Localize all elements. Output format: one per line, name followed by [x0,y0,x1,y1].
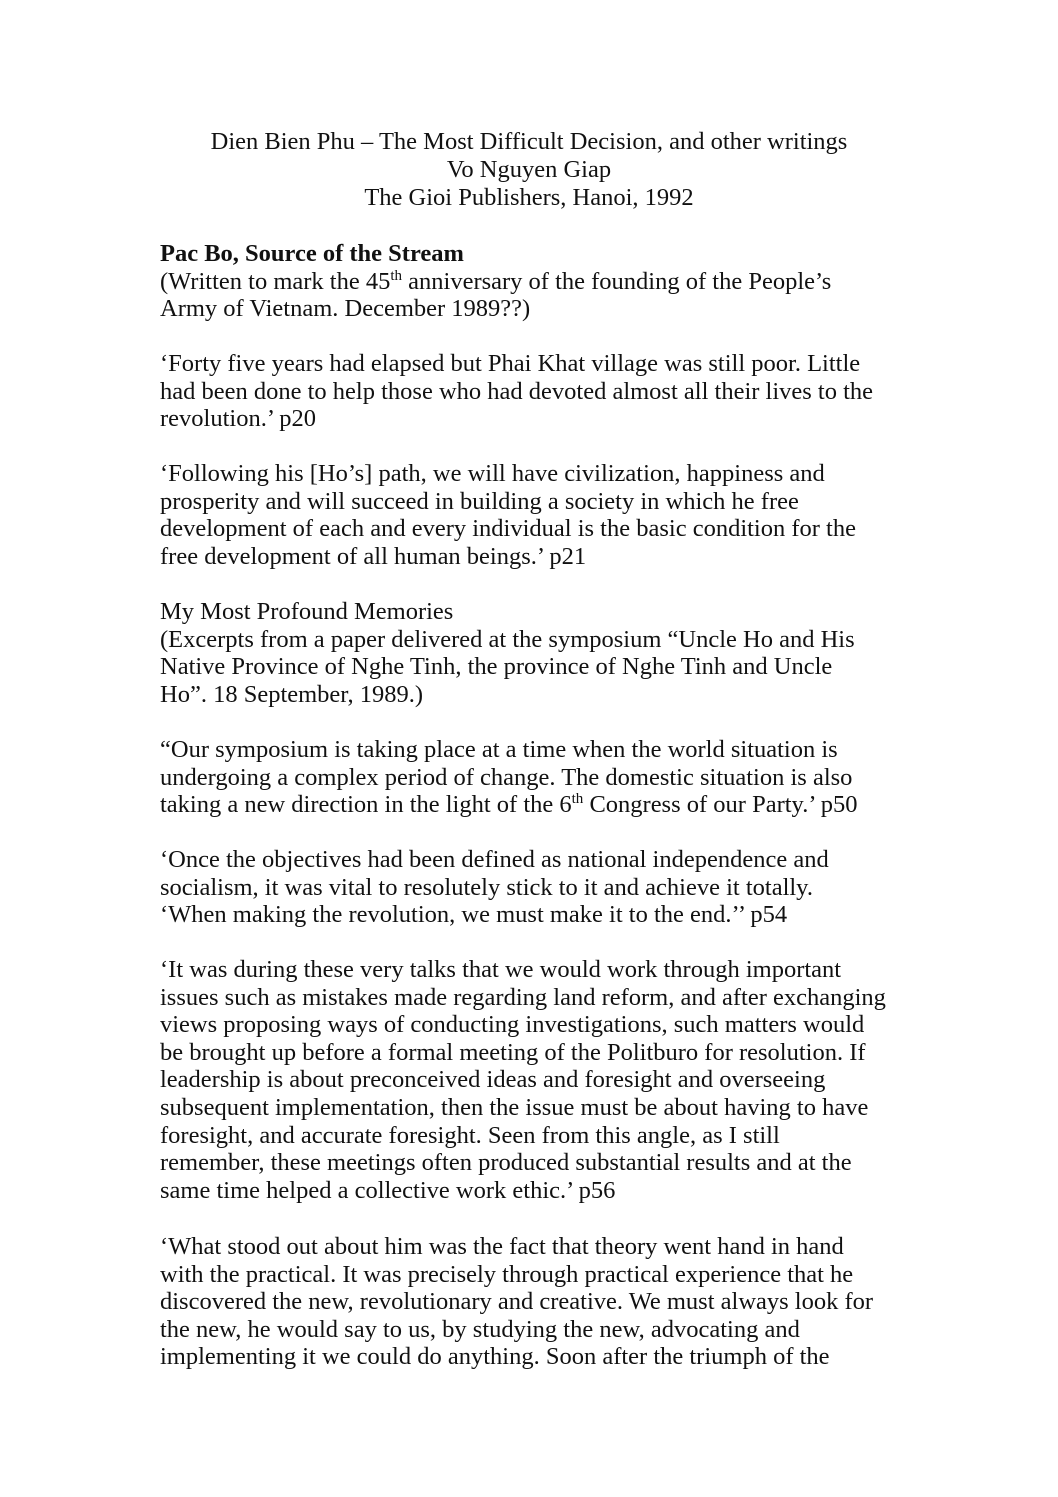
quote-line: ‘It was during these very talks that we would work through important [160,956,842,983]
quote-paragraph [160,460,1040,570]
section-pac-bo [160,240,1040,323]
book-title: Dien Bien Phu – The Most Difficult Decision, and other writings [210,128,848,155]
book-publisher: The Gioi Publishers, Hanoi, 1992 [364,184,694,211]
quote-line: ‘Forty five years had elapsed but Phai Khat village was still poor. Little [160,350,861,377]
quote-line: ‘When making the revolution, we must make it to the end.’’ p54 [160,901,788,929]
section-note-line: Native Province of Nghe Tinh, the province of Nghe Tinh and Uncle [160,653,833,681]
quote-line: be brought up before a formal meeting of the Politburo for resolution. If [160,1038,866,1066]
quote-line: issues such as mistakes made regarding land reform, and after exchanging [160,983,886,1011]
quote-line: foresight, and accurate foresight. Seen from this angle, as I still [160,1121,780,1149]
quote-line: ‘What stood out about him was the fact that theory went hand in hand [160,1233,844,1260]
quote-line: leadership is about preconceived ideas and foresight and overseeing [160,1066,826,1094]
quote-line: development of each and every individual is the basic condition for the [160,515,856,543]
quote-line: free development of all human beings.’ p21 [160,542,587,570]
quote-line: ‘Once the objectives had been defined as national independence and [160,846,829,873]
quote-paragraph [160,846,1040,929]
quote-line: ‘Following his [Ho’s] path, we will have civilization, happiness and [160,460,825,487]
quote-line: socialism, it was vital to resolutely stick to it and achieve it totally. [160,873,813,901]
quote-line: prosperity and will succeed in building a society in which he free [160,487,799,515]
quote-line: with the practical. It was precisely through practical experience that he [160,1260,854,1288]
section-heading: Pac Bo, Source of the Stream [160,240,464,267]
section-note-line: (Written to mark the 45th anniversary of the founding of the People’s [160,267,832,295]
section-profound-memories [160,598,1040,708]
section-note-line: Army of Vietnam. December 1989??) [160,295,531,323]
section-note-line: (Excerpts from a paper delivered at the symposium “Uncle Ho and His [160,625,855,653]
quote-paragraph [160,736,1040,819]
quote-line: remember, these meetings often produced substantial results and at the [160,1149,852,1177]
quote-line: subsequent implementation, then the issue must be about having to have [160,1093,869,1121]
quote-paragraph [160,350,1040,433]
section-heading: My Most Profound Memories [160,598,454,625]
quote-line: had been done to help those who had devoted almost all their lives to the [160,377,874,405]
quote-paragraph [160,1233,1040,1371]
quote-line: same time helped a collective work ethic.’ p56 [160,1176,616,1204]
quote-line: undergoing a complex period of change. The domestic situation is also [160,763,853,791]
quote-line: revolution.’ p20 [160,405,317,433]
section-note-line: Ho”. 18 September, 1989.) [160,680,424,708]
quote-line: views proposing ways of conducting investigations, such matters would [160,1011,865,1039]
quote-paragraph [160,956,1040,1204]
quote-line: implementing it we could do anything. Soon after the triumph of the [160,1343,830,1371]
quote-line: the new, he would say to us, by studying the new, advocating and [160,1315,800,1343]
quote-line: discovered the new, revolutionary and creative. We must always look for [160,1288,874,1316]
quote-line: taking a new direction in the light of the 6th Congress of our Party.’ p50 [160,791,858,819]
book-author: Vo Nguyen Giap [446,156,612,183]
quote-line: “Our symposium is taking place at a time when the world situation is [160,736,838,763]
